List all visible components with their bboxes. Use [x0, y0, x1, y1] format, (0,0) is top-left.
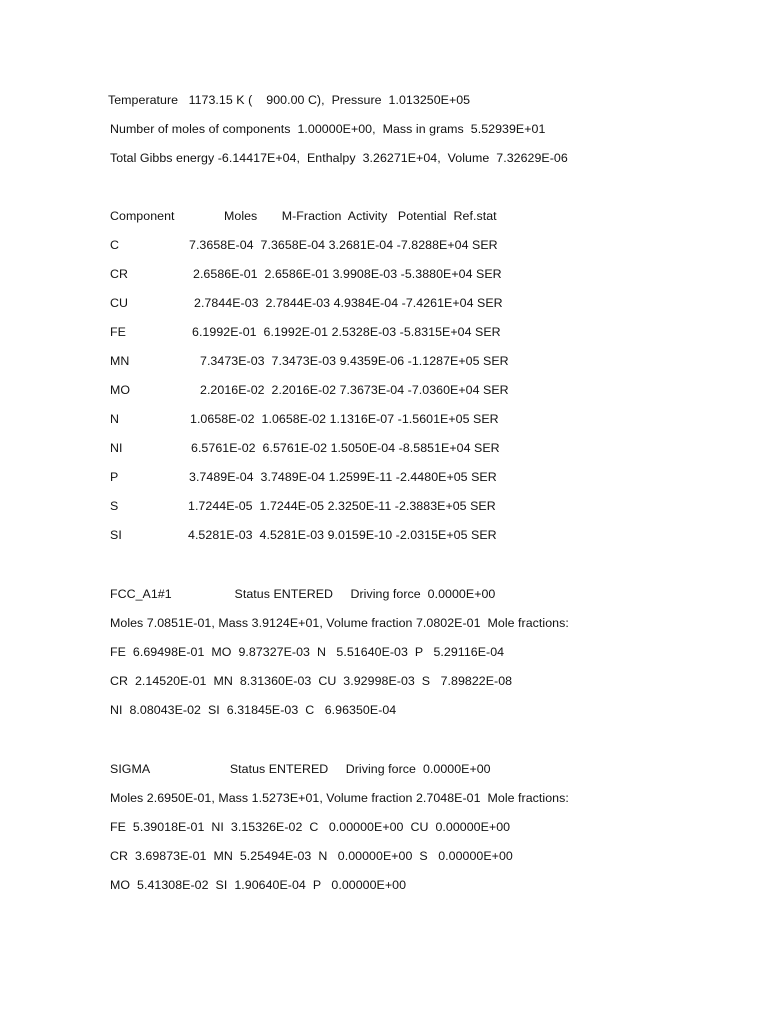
component-name: CU	[110, 296, 128, 310]
fcc-fraction-row: NI 8.08043E-02 SI 6.31845E-03 C 6.96350E-04	[110, 703, 397, 717]
sigma-status-line: SIGMA Status ENTERED Driving force 0.0000E+00	[110, 762, 491, 776]
sigma-moles-line: Moles 2.6950E-01, Mass 1.5273E+01, Volume fraction 2.7048E-01 Mole fractions:	[110, 791, 569, 805]
component-name: FE	[110, 325, 126, 339]
component-name: SI	[110, 528, 122, 542]
temperature-line: Temperature 1173.15 K ( 900.00 C), Pressure 1.013250E+05	[108, 93, 471, 107]
component-name: MO	[110, 383, 131, 397]
fcc-status-line: FCC_A1#1 Status ENTERED Driving force 0.0000E+00	[110, 587, 496, 601]
moles-line: Number of moles of components 1.00000E+00, Mass in grams 5.52939E+01	[110, 122, 546, 136]
component-values: 6.1992E-01 6.1992E-01 2.5328E-03 -5.8315E+04 SER	[192, 325, 501, 339]
fcc-fraction-row: CR 2.14520E-01 MN 8.31360E-03 CU 3.92998E-03 S 7.89822E-08	[110, 674, 513, 688]
component-header-columns: Moles M-Fraction Activity Potential Ref.stat	[224, 209, 497, 223]
component-values: 2.6586E-01 2.6586E-01 3.9908E-03 -5.3880E+04 SER	[193, 267, 502, 281]
fcc-fraction-row: FE 6.69498E-01 MO 9.87327E-03 N 5.51640E-03 P 5.29116E-04	[110, 645, 505, 659]
component-name: N	[110, 412, 119, 426]
component-name: MN	[110, 354, 130, 368]
component-name: CR	[110, 267, 128, 281]
component-name: NI	[110, 441, 123, 455]
component-values: 6.5761E-02 6.5761E-02 1.5050E-04 -8.5851E+04 SER	[191, 441, 500, 455]
component-values: 2.7844E-03 2.7844E-03 4.9384E-04 -7.4261E+04 SER	[194, 296, 503, 310]
component-values: 7.3658E-04 7.3658E-04 3.2681E-04 -7.8288E+04 SER	[189, 238, 498, 252]
component-values: 7.3473E-03 7.3473E-03 9.4359E-06 -1.1287E+05 SER	[200, 354, 509, 368]
component-name: C	[110, 238, 119, 252]
component-name: S	[110, 499, 119, 513]
fcc-moles-line: Moles 7.0851E-01, Mass 3.9124E+01, Volume fraction 7.0802E-01 Mole fractions:	[110, 616, 569, 630]
component-values: 4.5281E-03 4.5281E-03 9.0159E-10 -2.0315E+05 SER	[188, 528, 497, 542]
component-header-label: Component	[110, 209, 175, 223]
component-values: 2.2016E-02 2.2016E-02 7.3673E-04 -7.0360E+04 SER	[200, 383, 509, 397]
component-values: 1.7244E-05 1.7244E-05 2.3250E-11 -2.3883E+05 SER	[188, 499, 496, 513]
sigma-fraction-row: FE 5.39018E-01 NI 3.15326E-02 C 0.00000E+00 CU 0.00000E+00	[110, 820, 511, 834]
component-values: 1.0658E-02 1.0658E-02 1.1316E-07 -1.5601E+05 SER	[190, 412, 499, 426]
component-name: P	[110, 470, 119, 484]
sigma-fraction-row: CR 3.69873E-01 MN 5.25494E-03 N 0.00000E+00 S 0.00000E+00	[110, 849, 513, 863]
component-values: 3.7489E-04 3.7489E-04 1.2599E-11 -2.4480E+05 SER	[189, 470, 497, 484]
sigma-fraction-row: MO 5.41308E-02 SI 1.90640E-04 P 0.00000E+00	[110, 878, 407, 892]
gibbs-energy-line: Total Gibbs energy -6.14417E+04, Enthalpy 3.26271E+04, Volume 7.32629E-06	[110, 151, 568, 165]
